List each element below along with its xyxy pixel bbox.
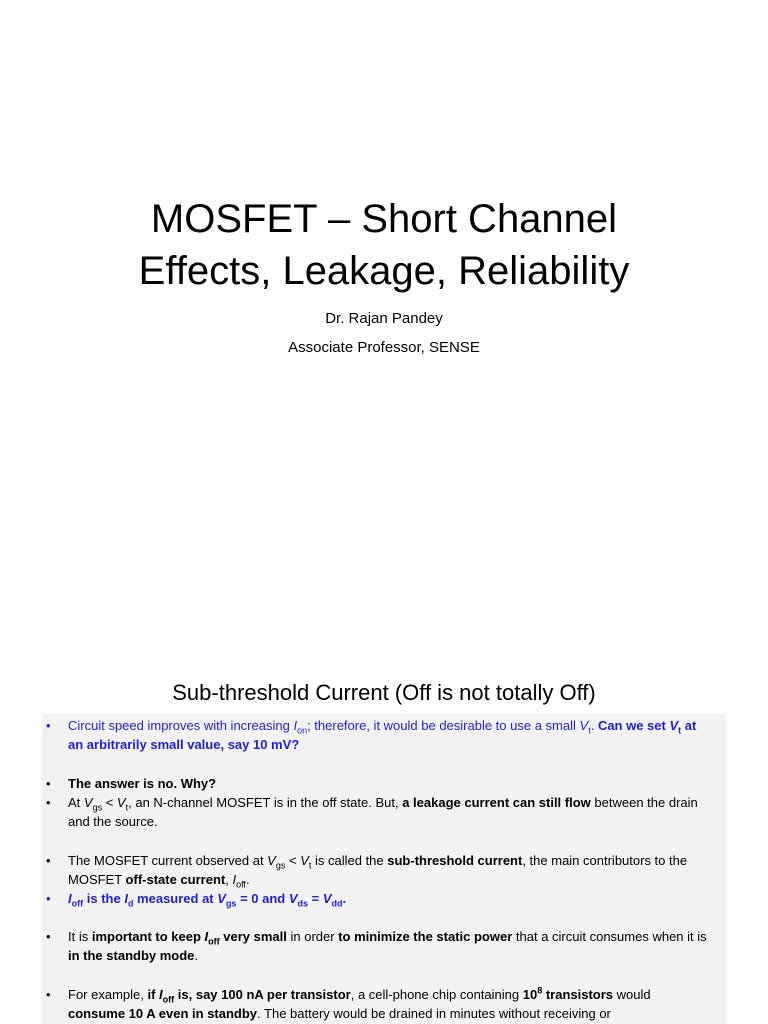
author-affiliation: Associate Professor, SENSE: [288, 339, 480, 356]
bullet-marker: •: [46, 776, 51, 791]
title-line-1: MOSFET – Short Channel: [150, 197, 618, 241]
bullet-marker: •: [46, 891, 51, 906]
slide-title: [0, 193, 768, 297]
content-panel: [42, 714, 726, 1024]
bullet-ioff-definition: [42, 889, 707, 908]
author-name: Dr. Rajan Pandey: [325, 310, 443, 327]
bullet-standby-power: [42, 927, 707, 965]
bullet-leakage: [42, 793, 707, 831]
bullet-text: For example, if $I_{off}$ is, say 100 nA per transistor, a cell-phone chip containing $10^8$ transistors would consume 10 A even in standby. The battery would be drained in minutes without receiving or: [68, 985, 651, 1021]
bullet-text: At $V_{gs} < V_t$, an N-channel MOSFET is in the off state. But, a leakage current can still flow between the drain and the source.: [68, 795, 698, 829]
bullet-marker: •: [46, 718, 51, 733]
bullet-marker: •: [46, 853, 51, 868]
bullet-text: $I_{off}$ is the $I_d$ measured at $V_{gs} = 0$ and $V_{ds} = V_{dd}$.: [68, 891, 347, 909]
bullet-speed: [42, 716, 707, 754]
bullet-answer: [42, 774, 707, 793]
bullet-subthreshold: [42, 851, 707, 889]
bullet-text: It is important to keep $I_{off}$ very small in order to minimize the static power that a circuit consumes when it is in the standby mode.: [68, 929, 707, 963]
slide-2-title: Sub-threshold Current (Off is not totally Off): [172, 680, 596, 705]
bullet-marker: •: [46, 795, 51, 810]
bullet-text: The MOSFET current observed at $V_{gs} < V_t$ is called the sub-threshold current, the main contributors to the MOSFET off-state current, $I_{off}$.: [68, 853, 688, 890]
bullet-example: [42, 985, 707, 1023]
bullet-text: Circuit speed improves with increasing $I_{on}$; therefore, it would be desirable to use a small $V_t$. Can we set $V_t$ at an arbitrarily small value, say 10 mV?: [68, 718, 697, 752]
bullet-marker: •: [46, 987, 51, 1002]
bullet-marker: •: [46, 929, 51, 944]
bullet-text: The answer is no. Why?: [68, 776, 217, 791]
title-line-2: Effects, Leakage, Reliability: [138, 249, 630, 293]
